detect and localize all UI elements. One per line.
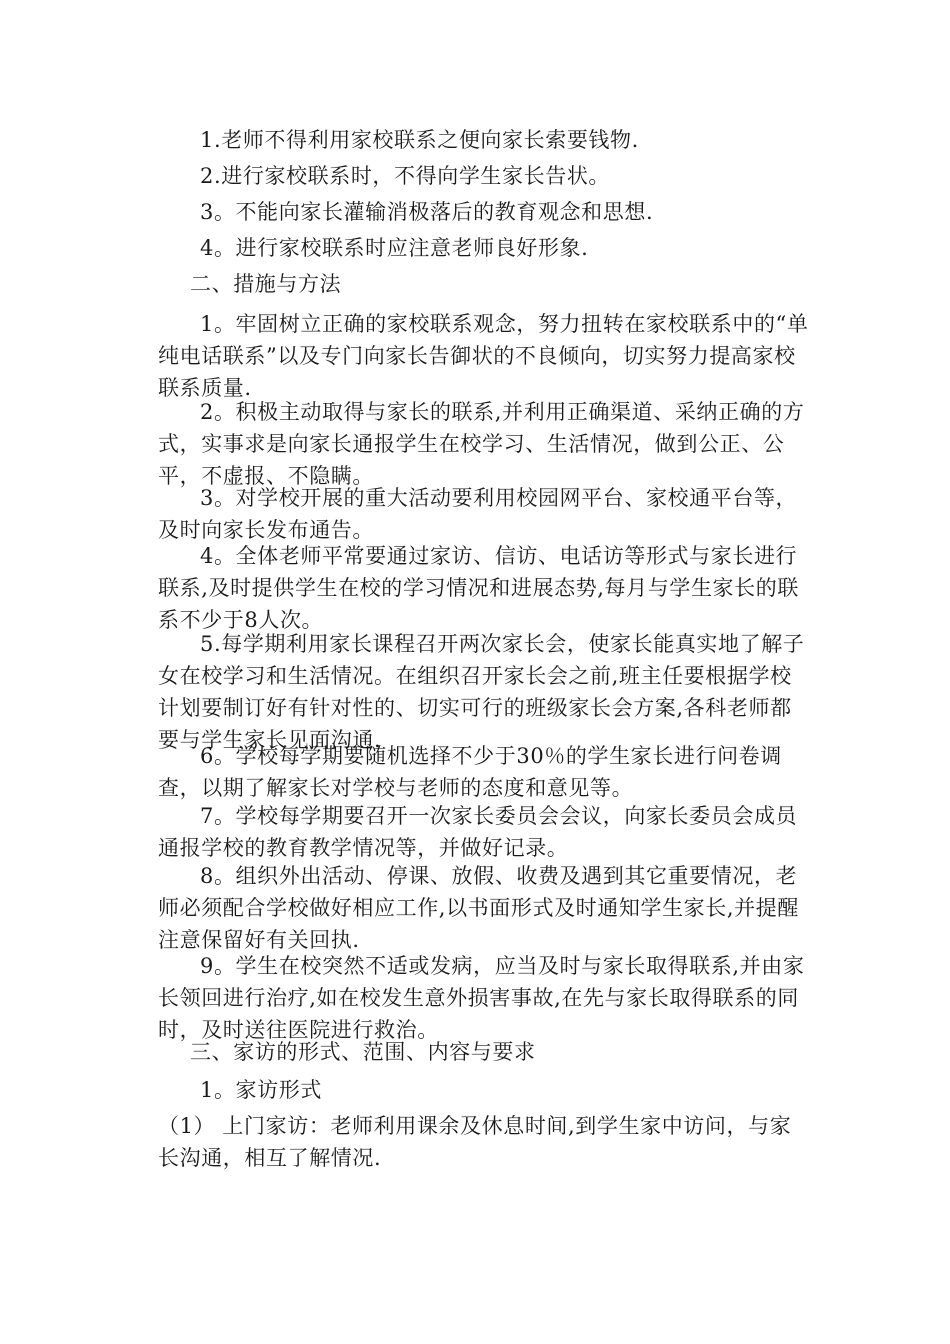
measure-item-2: 2。积极主动取得与家长的联系,并利用正确渠道、采纳正确的方式，实事求是向家长通报学生在校学习、生活情况，做到公正、公平，不虚报、不隐瞒。 <box>158 400 805 488</box>
measure-item-9: 9。学生在校突然不适或发病，应当及时与家长取得联系,并由家长领回进行治疗,如在校发生意外损害事故,在先与家长取得联系的同时，及时送往医院进行救治。 <box>158 954 805 1042</box>
measure-item-5: 5.每学期利用家长课程召开两次家长会，使家长能真实地了解子女在校学习和生活情况。在组织召开家长会之前,班主任要根据学校计划要制订好有针对性的、切实可行的班级家长会方案,各科老师都要与学生家长见面沟通. <box>158 632 805 752</box>
rule-item-4: 4。进行家校联系时应注意老师良好形象. <box>200 236 589 260</box>
visit-form-item-1: （1） 上门家访：老师利用课余及休息时间,到学生家中访问，与家长沟通，相互了解情况. <box>158 1114 792 1170</box>
rule-item-3: 3。不能向家长灌输消极落后的教育观念和思想. <box>200 200 654 224</box>
measure-item-8: 8。组织外出活动、停课、放假、收费及遇到其它重要情况，老师必须配合学校做好相应工作,以书面形式及时通知学生家长,并提醒注意保留好有关回执. <box>158 864 799 952</box>
measure-item-3: 3。对学校开展的重大活动要利用校园网平台、家校通平台等，及时向家长发布通告。 <box>158 486 798 542</box>
section-heading-measures: 二、措施与方法 <box>190 272 342 296</box>
subheading-visit-forms: 1。家访形式 <box>200 1078 322 1102</box>
measure-item-4: 4。全体老师平常要通过家访、信访、电话访等形式与家长进行联系,及时提供学生在校的学习情况和进展态势,每月与学生家长的联系不少于8人次。 <box>158 544 799 632</box>
rule-item-1: 1.老师不得利用家校联系之便向家长索要钱物. <box>200 128 639 152</box>
section-heading-home-visits: 三、家访的形式、范围、内容与要求 <box>190 1040 536 1064</box>
rule-item-2: 2.进行家校联系时，不得向学生家长告状。 <box>200 164 611 188</box>
measure-item-1: 1。牢固树立正确的家校联系观念，努力扭转在家校联系中的“单纯电话联系”以及专门向家长告御状的不良倾向，切实努力提高家校联系质量. <box>158 312 809 400</box>
measure-item-7: 7。学校每学期要召开一次家长委员会会议，向家长委员会成员通报学校的教育教学情况等，并做好记录。 <box>158 804 798 860</box>
measure-item-6: 6。学校每学期要随机选择不少于30％的学生家长进行问卷调查，以期了解家长对学校与老师的态度和意见等。 <box>158 744 782 800</box>
